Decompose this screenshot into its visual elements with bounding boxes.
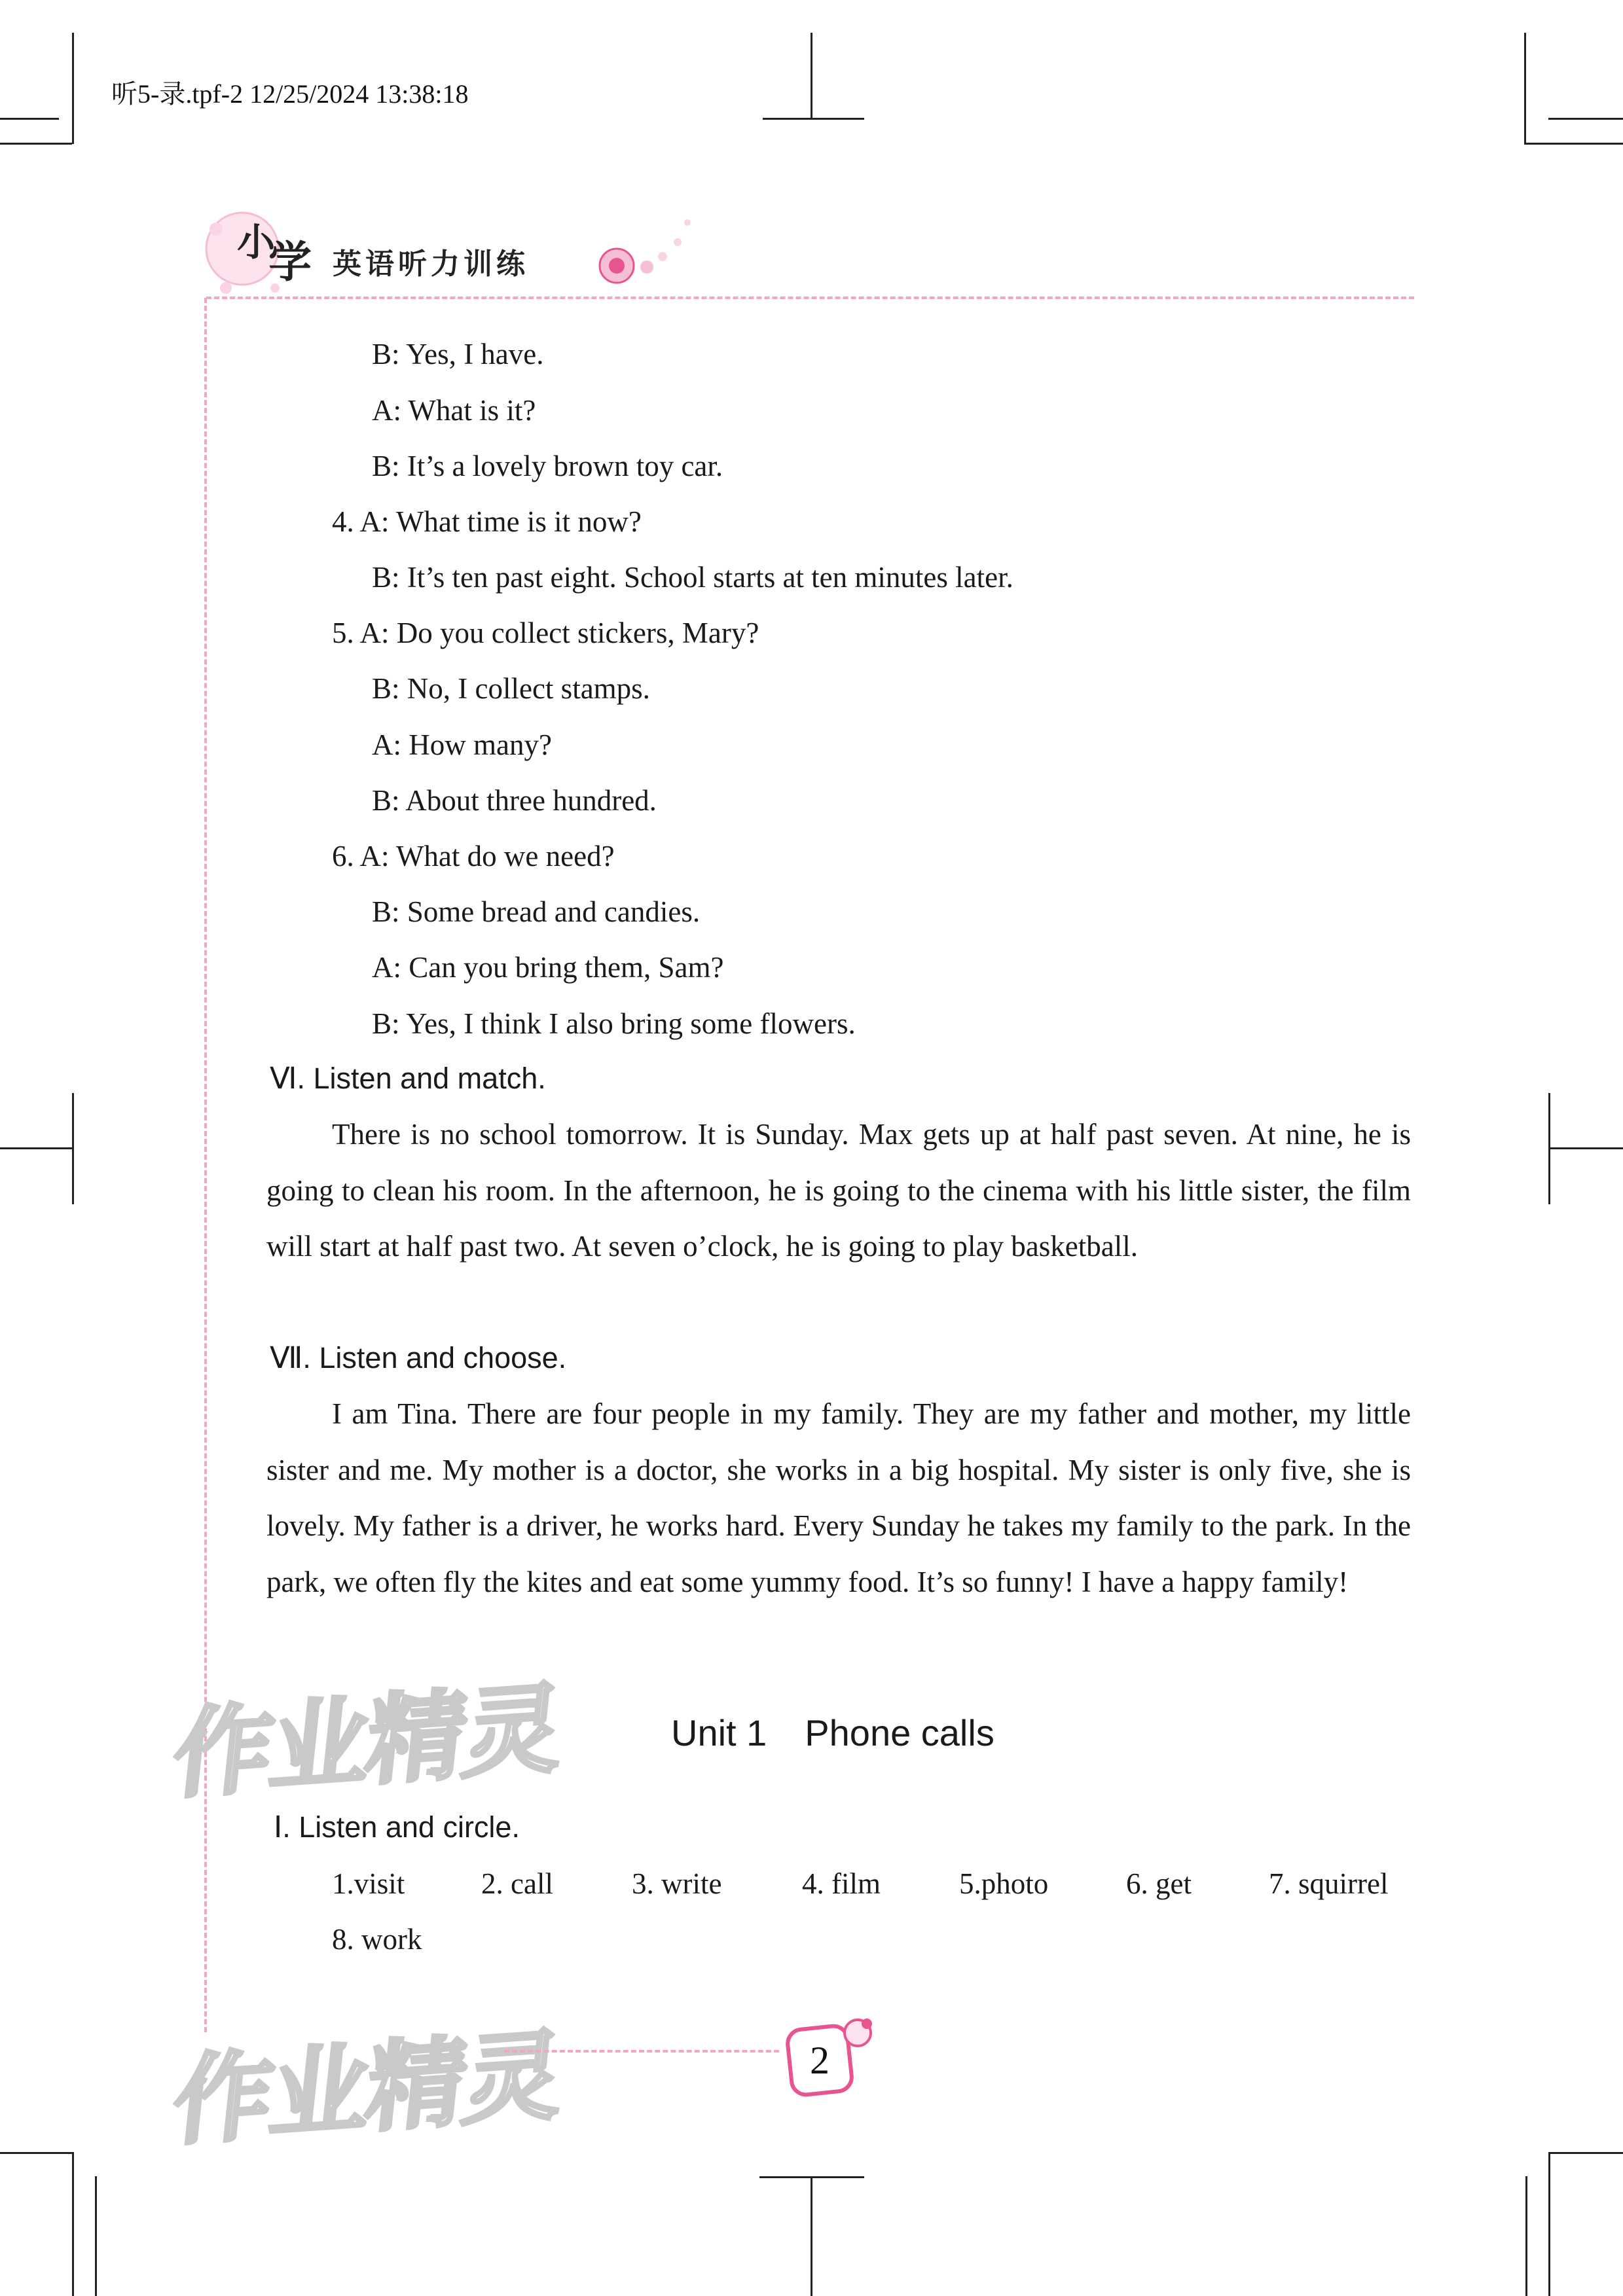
section-heading: Ⅶ. Listen and choose. xyxy=(270,1341,567,1374)
dialogue-line: A: Can you bring them, Sam? xyxy=(372,951,724,984)
word-item: 7. squirrel xyxy=(1269,1867,1389,1900)
dialogue-line: B: Some bread and candies. xyxy=(372,895,701,928)
dialogue-line: 6. A: What do we need? xyxy=(332,840,615,872)
word-item: 4. film xyxy=(802,1867,881,1900)
series-title: 英语听力训练 xyxy=(333,247,529,281)
dialogue-line: B: No, I collect stamps. xyxy=(372,672,650,705)
logo-bubble xyxy=(658,252,667,261)
dialogue-line: A: How many? xyxy=(372,728,552,761)
header-divider xyxy=(206,296,1414,299)
unit-number: Unit 1 xyxy=(671,1712,767,1753)
dialogue-line: B: It’s ten past eight. School starts at ten minutes later. xyxy=(372,561,1013,594)
crop-mark xyxy=(1548,118,1623,120)
crop-mark xyxy=(72,33,74,144)
crop-mark xyxy=(1550,1147,1623,1149)
logo-bubble xyxy=(674,238,682,246)
crop-mark xyxy=(0,118,59,120)
crop-mark xyxy=(1524,143,1623,145)
badge-bow xyxy=(862,2018,872,2029)
print-slug: 听5-录.tpf-2 12/25/2024 13:38:18 xyxy=(111,79,469,109)
logo-bubble xyxy=(210,223,223,236)
page-number-badge xyxy=(784,2016,876,2101)
dialogue-line: 5. A: Do you collect stickers, Mary? xyxy=(332,617,759,649)
section-heading: Ⅰ. Listen and circle. xyxy=(274,1810,520,1844)
section-passage: There is no school tomorrow. It is Sunday. Max gets up at half past seven. At nine, he is going to clean his room. In the afternoon, he is going to the cinema with his little sister, the film will start at half past two. At seven o’clock, he is going to play basketball. xyxy=(266,1118,1411,1263)
section-heading: Ⅵ. Listen and match. xyxy=(270,1062,546,1095)
dialogue-line: A: What is it? xyxy=(372,394,536,427)
logo-bubble xyxy=(684,219,691,226)
dialogue-line: B: Yes, I have. xyxy=(372,338,544,370)
logo-bubble xyxy=(640,260,653,274)
dialogue-line: 4. A: What time is it now? xyxy=(332,505,642,538)
crop-mark xyxy=(72,1093,74,1204)
crop-mark xyxy=(1525,2176,1527,2296)
crop-mark xyxy=(763,118,864,120)
dialogue-line: B: Yes, I think I also bring some flowers. xyxy=(372,1007,856,1040)
crop-mark xyxy=(0,1147,72,1149)
crop-mark xyxy=(0,2152,72,2154)
crop-mark xyxy=(1548,2152,1550,2296)
unit-heading xyxy=(671,1712,994,1754)
footer-divider xyxy=(504,2050,779,2053)
dialogue-line: B: It’s a lovely brown toy car. xyxy=(372,450,723,482)
page-number: 2 xyxy=(810,2039,830,2082)
word-item: 8. work xyxy=(332,1923,422,1956)
crop-mark xyxy=(0,143,72,145)
word-item: 5.photo xyxy=(959,1867,1049,1900)
crop-mark xyxy=(811,33,812,118)
section-passage: I am Tina. There are four people in my family. They are my father and mother, my little sister and me. My mother is a doctor, she works in a big hospital. My sister is only five, she is lovely. My father is a driver, he works hard. Every Sunday he takes my family to the park. In the park, we often fly the kites and eat some yummy food. It’s so funny! I have a happy family! xyxy=(266,1397,1411,1598)
logo-small-char: 小 xyxy=(237,220,276,264)
crop-mark xyxy=(95,2176,97,2296)
watermark: 作业精灵 xyxy=(168,1672,566,1813)
watermark: 作业精灵 xyxy=(168,2018,566,2160)
logo-bubble xyxy=(220,282,232,294)
crop-mark xyxy=(811,2176,812,2296)
logo-bubble xyxy=(609,258,625,274)
word-item: 3. write xyxy=(632,1867,722,1900)
word-item: 6. get xyxy=(1126,1867,1192,1900)
word-item: 1.visit xyxy=(332,1867,405,1900)
crop-mark xyxy=(1524,33,1526,144)
crop-mark xyxy=(72,2152,74,2296)
crop-mark xyxy=(759,2176,864,2178)
word-item: 2. call xyxy=(481,1867,553,1900)
unit-title: Phone calls xyxy=(805,1712,994,1753)
logo-big-char: 学 xyxy=(268,237,312,287)
dialogue-line: B: About three hundred. xyxy=(372,784,657,817)
crop-mark xyxy=(1550,2152,1623,2154)
